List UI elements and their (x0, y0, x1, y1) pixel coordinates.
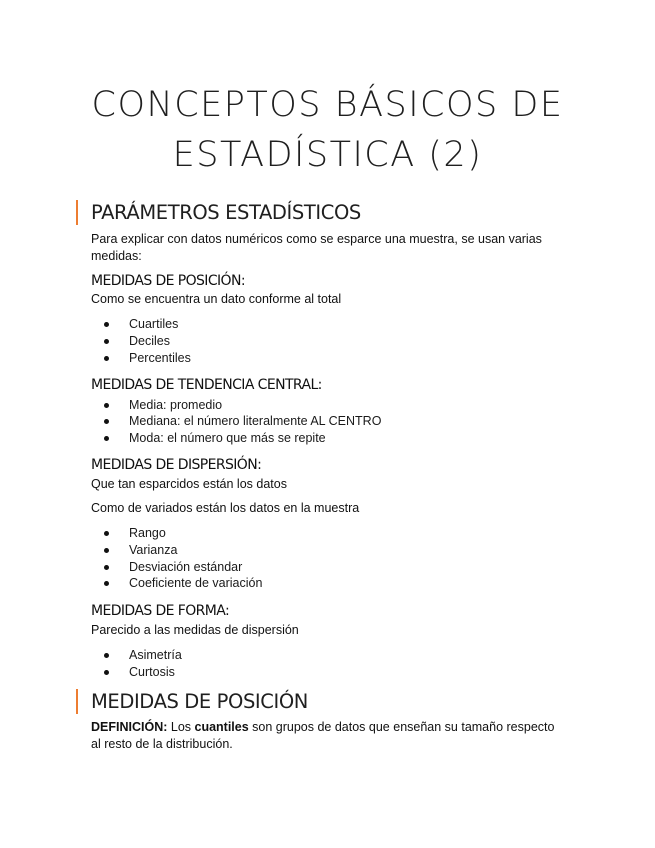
definition-paragraph: DEFINICIÓN: Los cuantiles son grupos de datos que enseñan su tamaño respecto al resto de la distribución. (91, 720, 555, 751)
section-intro: Para explicar con datos numéricos como se esparce una muestra, se usan varias medidas: (91, 232, 542, 263)
subheading-dispersion: MEDIDAS DE DISPERSIÓN: (91, 457, 262, 473)
subheading-posicion: MEDIDAS DE POSICIÓN: (91, 273, 245, 289)
forma-description: Parecido a las medidas de dispersión (91, 623, 299, 637)
section-heading-posicion: MEDIDAS DE POSICIÓN (76, 689, 611, 714)
section-heading-parametros: PARÁMETROS ESTADÍSTICOS (76, 200, 611, 225)
dispersion-description-2: Como de variados están los datos en la muestra (91, 501, 360, 515)
posicion-description: Como se encuentra un dato conforme al total (91, 292, 342, 306)
dispersion-description-1: Que tan esparcidos están los datos (91, 477, 287, 491)
definition-label: DEFINICIÓN: (91, 720, 168, 734)
title-line-1: CONCEPTOS BÁSICOS DE (91, 85, 564, 125)
page-title (0, 80, 655, 180)
subheading-forma: MEDIDAS DE FORMA: (91, 603, 230, 619)
subheading-tendencia: MEDIDAS DE TENDENCIA CENTRAL: (91, 377, 322, 393)
title-line-2: ESTADÍSTICA (2) (172, 135, 483, 175)
definition-term: cuantiles (194, 720, 249, 734)
